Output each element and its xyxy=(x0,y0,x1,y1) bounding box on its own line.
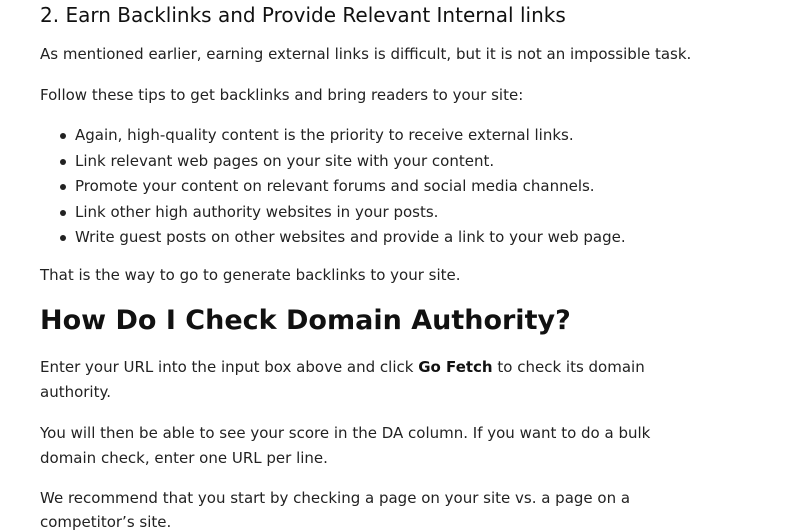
bullet-icon xyxy=(60,159,66,165)
list-item xyxy=(40,149,626,175)
list-item xyxy=(40,200,626,226)
list-item xyxy=(40,123,626,149)
list-item-text: Link other high authority websites in your posts. xyxy=(75,202,439,221)
list-item-text: Write guest posts on other websites and provide a link to your web page. xyxy=(75,228,626,246)
page-heading: How Do I Check Domain Authority? xyxy=(40,305,571,336)
closing-paragraph: That is the way to go to generate backlinks to your site. xyxy=(40,266,461,284)
recommendation-paragraph-line2: competitor’s site. xyxy=(40,513,172,530)
recommendation-paragraph: We recommend that you start by checking a page on your site vs. a page on a xyxy=(40,489,631,507)
instructions-paragraph xyxy=(40,355,645,380)
section-subheading: 2. Earn Backlinks and Provide Relevant Internal links xyxy=(40,3,566,27)
bullet-icon xyxy=(60,210,66,216)
instructions-paragraph-line2: authority. xyxy=(40,383,111,401)
tips-lead-paragraph: Follow these tips to get backlinks and bring readers to your site: xyxy=(40,86,524,104)
tips-list xyxy=(40,123,626,251)
intro-paragraph: As mentioned earlier, earning external links is difficult, but it is not an impossible task. xyxy=(40,45,692,63)
list-item-text: Link relevant web pages on your site with your content. xyxy=(75,151,495,170)
instructions-text-start: Enter your URL into the input box above and click xyxy=(40,358,419,376)
bullet-icon xyxy=(60,184,66,190)
instructions-text-end: to check its domain xyxy=(492,358,645,376)
go-fetch-label: Go Fetch xyxy=(418,358,493,376)
bullet-icon xyxy=(60,133,66,139)
results-paragraph: You will then be able to see your score in the DA column. If you want to do a bulk xyxy=(40,424,651,442)
bullet-icon xyxy=(60,235,66,241)
list-item-text: Promote your content on relevant forums and social media channels. xyxy=(75,177,595,195)
results-paragraph-line2: domain check, enter one URL per line. xyxy=(40,449,328,467)
list-item-text: Again, high-quality content is the priority to receive external links. xyxy=(75,126,574,144)
list-item xyxy=(40,174,626,200)
list-item xyxy=(40,225,626,251)
